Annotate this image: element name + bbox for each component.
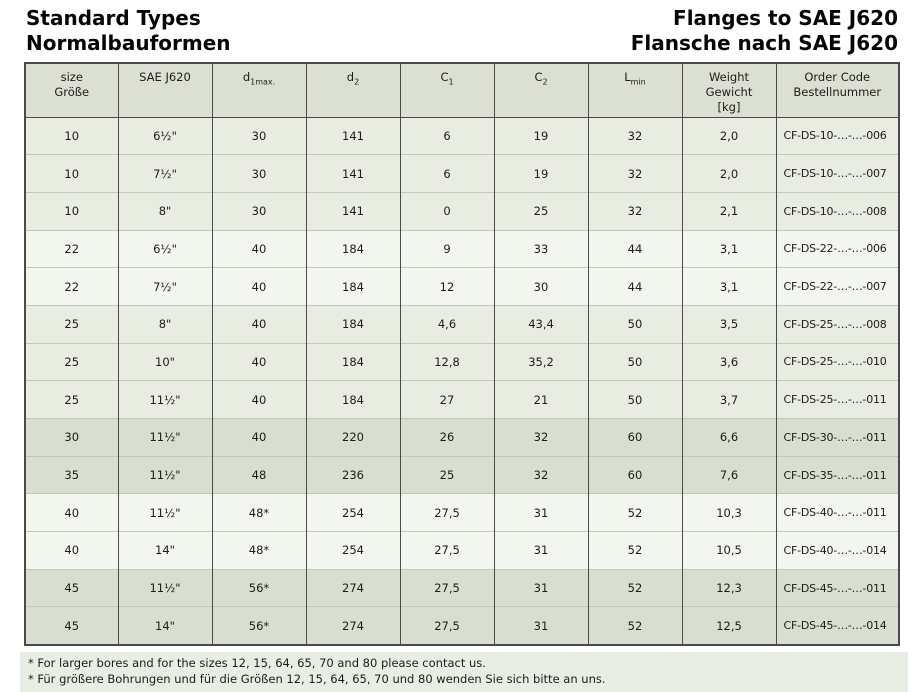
col-header-d2-base: d <box>346 70 355 84</box>
cell-weight: 2,0 <box>682 117 776 155</box>
cell-c1: 6 <box>400 117 494 155</box>
cell-d2: 184 <box>306 305 400 343</box>
cell-d2: 184 <box>306 230 400 268</box>
cell-d2: 220 <box>306 419 400 457</box>
cell-c2: 32 <box>494 456 588 494</box>
cell-sae: 10" <box>118 343 212 381</box>
cell-lmin: 44 <box>588 268 682 306</box>
cell-c2: 32 <box>494 419 588 457</box>
cell-lmin: 32 <box>588 155 682 193</box>
cell-sae: 11½" <box>118 494 212 532</box>
table-row <box>25 532 899 570</box>
cell-d1max: 40 <box>212 305 306 343</box>
cell-order: CF-DS-45-…-…-014 <box>776 607 899 645</box>
cell-size: 40 <box>25 532 118 570</box>
col-header-c1-sub: 1 <box>448 77 454 87</box>
cell-c2: 35,2 <box>494 343 588 381</box>
cell-size: 10 <box>25 117 118 155</box>
cell-d2: 274 <box>306 607 400 645</box>
cell-d1max: 48* <box>212 532 306 570</box>
spec-table <box>24 62 900 646</box>
cell-d1max: 40 <box>212 419 306 457</box>
col-header-d2 <box>306 63 400 117</box>
cell-lmin: 50 <box>588 343 682 381</box>
cell-lmin: 60 <box>588 419 682 457</box>
cell-weight: 3,5 <box>682 305 776 343</box>
cell-c1: 25 <box>400 456 494 494</box>
cell-c2: 25 <box>494 192 588 230</box>
cell-lmin: 52 <box>588 494 682 532</box>
cell-d2: 274 <box>306 569 400 607</box>
cell-sae: 14" <box>118 532 212 570</box>
cell-order: CF-DS-25-…-…-011 <box>776 381 899 419</box>
col-header-order-en: Order Code <box>804 70 871 84</box>
col-header-weight-de: Gewicht <box>705 85 753 99</box>
col-header-c2-base: C <box>534 70 543 84</box>
page-title-right <box>631 6 898 56</box>
cell-d2: 184 <box>306 343 400 381</box>
table-row <box>25 155 899 193</box>
table-row <box>25 419 899 457</box>
col-header-d1max-sub: 1max. <box>250 77 276 87</box>
cell-c2: 31 <box>494 494 588 532</box>
cell-d2: 141 <box>306 192 400 230</box>
col-header-size-en: size <box>60 70 83 84</box>
col-header-weight-unit: [kg] <box>717 100 741 114</box>
page-titles <box>26 6 898 56</box>
table-row <box>25 569 899 607</box>
cell-weight: 12,5 <box>682 607 776 645</box>
col-header-size <box>25 63 118 117</box>
cell-d1max: 30 <box>212 155 306 193</box>
cell-c1: 27,5 <box>400 494 494 532</box>
cell-weight: 10,3 <box>682 494 776 532</box>
cell-c2: 19 <box>494 117 588 155</box>
cell-lmin: 32 <box>588 192 682 230</box>
page-title-de: Normalbauformen <box>26 31 231 55</box>
cell-c1: 9 <box>400 230 494 268</box>
cell-c2: 19 <box>494 155 588 193</box>
cell-lmin: 60 <box>588 456 682 494</box>
cell-size: 45 <box>25 607 118 645</box>
cell-lmin: 50 <box>588 305 682 343</box>
cell-c1: 27,5 <box>400 532 494 570</box>
cell-weight: 2,1 <box>682 192 776 230</box>
cell-d1max: 48 <box>212 456 306 494</box>
cell-sae: 11½" <box>118 419 212 457</box>
cell-size: 45 <box>25 569 118 607</box>
cell-c1: 6 <box>400 155 494 193</box>
table-row <box>25 268 899 306</box>
cell-weight: 3,7 <box>682 381 776 419</box>
page-subject-de: Flansche nach SAE J620 <box>630 31 898 55</box>
cell-d1max: 56* <box>212 607 306 645</box>
cell-size: 30 <box>25 419 118 457</box>
cell-c1: 12 <box>400 268 494 306</box>
cell-c1: 26 <box>400 419 494 457</box>
col-header-weight <box>682 63 776 117</box>
cell-d1max: 30 <box>212 117 306 155</box>
cell-d2: 184 <box>306 268 400 306</box>
col-header-order-de: Bestellnummer <box>793 85 882 99</box>
table-row <box>25 456 899 494</box>
cell-d1max: 40 <box>212 230 306 268</box>
cell-size: 10 <box>25 192 118 230</box>
col-header-order-code <box>776 63 899 117</box>
table-row <box>25 192 899 230</box>
cell-order: CF-DS-30-…-…-011 <box>776 419 899 457</box>
cell-size: 25 <box>25 305 118 343</box>
cell-lmin: 52 <box>588 569 682 607</box>
cell-sae: 8" <box>118 305 212 343</box>
cell-c1: 12,8 <box>400 343 494 381</box>
cell-weight: 6,6 <box>682 419 776 457</box>
cell-lmin: 44 <box>588 230 682 268</box>
cell-order: CF-DS-22-…-…-006 <box>776 230 899 268</box>
table-body <box>25 117 899 645</box>
cell-size: 35 <box>25 456 118 494</box>
cell-order: CF-DS-40-…-…-014 <box>776 532 899 570</box>
cell-d1max: 40 <box>212 268 306 306</box>
col-header-sae-label: SAE J620 <box>139 70 191 84</box>
cell-order: CF-DS-10-…-…-006 <box>776 117 899 155</box>
table-row <box>25 494 899 532</box>
cell-c2: 30 <box>494 268 588 306</box>
col-header-c2 <box>494 63 588 117</box>
footnotes <box>20 652 908 692</box>
page-subject-en: Flanges to SAE J620 <box>673 6 898 30</box>
cell-sae: 7½" <box>118 268 212 306</box>
cell-c1: 0 <box>400 192 494 230</box>
cell-lmin: 52 <box>588 532 682 570</box>
cell-order: CF-DS-40-…-…-011 <box>776 494 899 532</box>
col-header-lmin-sub: min <box>630 77 646 87</box>
cell-d1max: 48* <box>212 494 306 532</box>
table-row <box>25 117 899 155</box>
col-header-d1max-base: d <box>242 70 251 84</box>
cell-c2: 43,4 <box>494 305 588 343</box>
cell-d1max: 40 <box>212 343 306 381</box>
cell-order: CF-DS-35-…-…-011 <box>776 456 899 494</box>
table-row <box>25 305 899 343</box>
cell-size: 40 <box>25 494 118 532</box>
col-header-lmin-base: L <box>624 70 631 84</box>
col-header-c1 <box>400 63 494 117</box>
col-header-weight-en: Weight <box>708 70 750 84</box>
cell-sae: 14" <box>118 607 212 645</box>
cell-d1max: 56* <box>212 569 306 607</box>
footnote-de: * Für größere Bohrungen und für die Größen 12, 15, 64, 65, 70 und 80 wenden Sie sich bitte an uns. <box>28 672 606 686</box>
cell-order: CF-DS-25-…-…-010 <box>776 343 899 381</box>
cell-weight: 7,6 <box>682 456 776 494</box>
cell-order: CF-DS-45-…-…-011 <box>776 569 899 607</box>
cell-sae: 7½" <box>118 155 212 193</box>
cell-weight: 3,1 <box>682 268 776 306</box>
cell-d1max: 30 <box>212 192 306 230</box>
footnote-en: * For larger bores and for the sizes 12, 15, 64, 65, 70 and 80 please contact us. <box>28 656 486 670</box>
col-header-lmin <box>588 63 682 117</box>
cell-c2: 31 <box>494 569 588 607</box>
cell-c2: 31 <box>494 607 588 645</box>
cell-sae: 6½" <box>118 117 212 155</box>
cell-c2: 33 <box>494 230 588 268</box>
cell-order: CF-DS-10-…-…-007 <box>776 155 899 193</box>
cell-d2: 141 <box>306 117 400 155</box>
cell-weight: 3,1 <box>682 230 776 268</box>
cell-sae: 8" <box>118 192 212 230</box>
cell-d2: 184 <box>306 381 400 419</box>
cell-c1: 4,6 <box>400 305 494 343</box>
cell-order: CF-DS-22-…-…-007 <box>776 268 899 306</box>
cell-size: 10 <box>25 155 118 193</box>
page-title-en: Standard Types <box>26 6 201 30</box>
cell-sae: 11½" <box>118 381 212 419</box>
cell-weight: 2,0 <box>682 155 776 193</box>
cell-d2: 236 <box>306 456 400 494</box>
cell-weight: 12,3 <box>682 569 776 607</box>
cell-order: CF-DS-10-…-…-008 <box>776 192 899 230</box>
cell-size: 25 <box>25 381 118 419</box>
cell-d2: 254 <box>306 532 400 570</box>
cell-c1: 27,5 <box>400 607 494 645</box>
cell-sae: 11½" <box>118 456 212 494</box>
col-header-d2-sub: 2 <box>354 77 360 87</box>
cell-d2: 254 <box>306 494 400 532</box>
col-header-c1-base: C <box>440 70 449 84</box>
cell-sae: 6½" <box>118 230 212 268</box>
spec-table-container <box>24 62 900 646</box>
cell-size: 22 <box>25 268 118 306</box>
cell-lmin: 50 <box>588 381 682 419</box>
cell-weight: 10,5 <box>682 532 776 570</box>
col-header-size-de: Größe <box>54 85 90 99</box>
cell-c1: 27,5 <box>400 569 494 607</box>
cell-c2: 31 <box>494 532 588 570</box>
cell-size: 22 <box>25 230 118 268</box>
cell-sae: 11½" <box>118 569 212 607</box>
table-row <box>25 381 899 419</box>
col-header-sae-j620 <box>118 63 212 117</box>
cell-c1: 27 <box>400 381 494 419</box>
table-row <box>25 230 899 268</box>
table-row <box>25 607 899 645</box>
cell-d1max: 40 <box>212 381 306 419</box>
cell-lmin: 32 <box>588 117 682 155</box>
col-header-d1max <box>212 63 306 117</box>
cell-lmin: 52 <box>588 607 682 645</box>
col-header-c2-sub: 2 <box>542 77 548 87</box>
cell-size: 25 <box>25 343 118 381</box>
cell-c2: 21 <box>494 381 588 419</box>
cell-weight: 3,6 <box>682 343 776 381</box>
table-row <box>25 343 899 381</box>
cell-order: CF-DS-25-…-…-008 <box>776 305 899 343</box>
table-header-row <box>25 63 899 117</box>
cell-d2: 141 <box>306 155 400 193</box>
page-title-left <box>26 6 231 56</box>
